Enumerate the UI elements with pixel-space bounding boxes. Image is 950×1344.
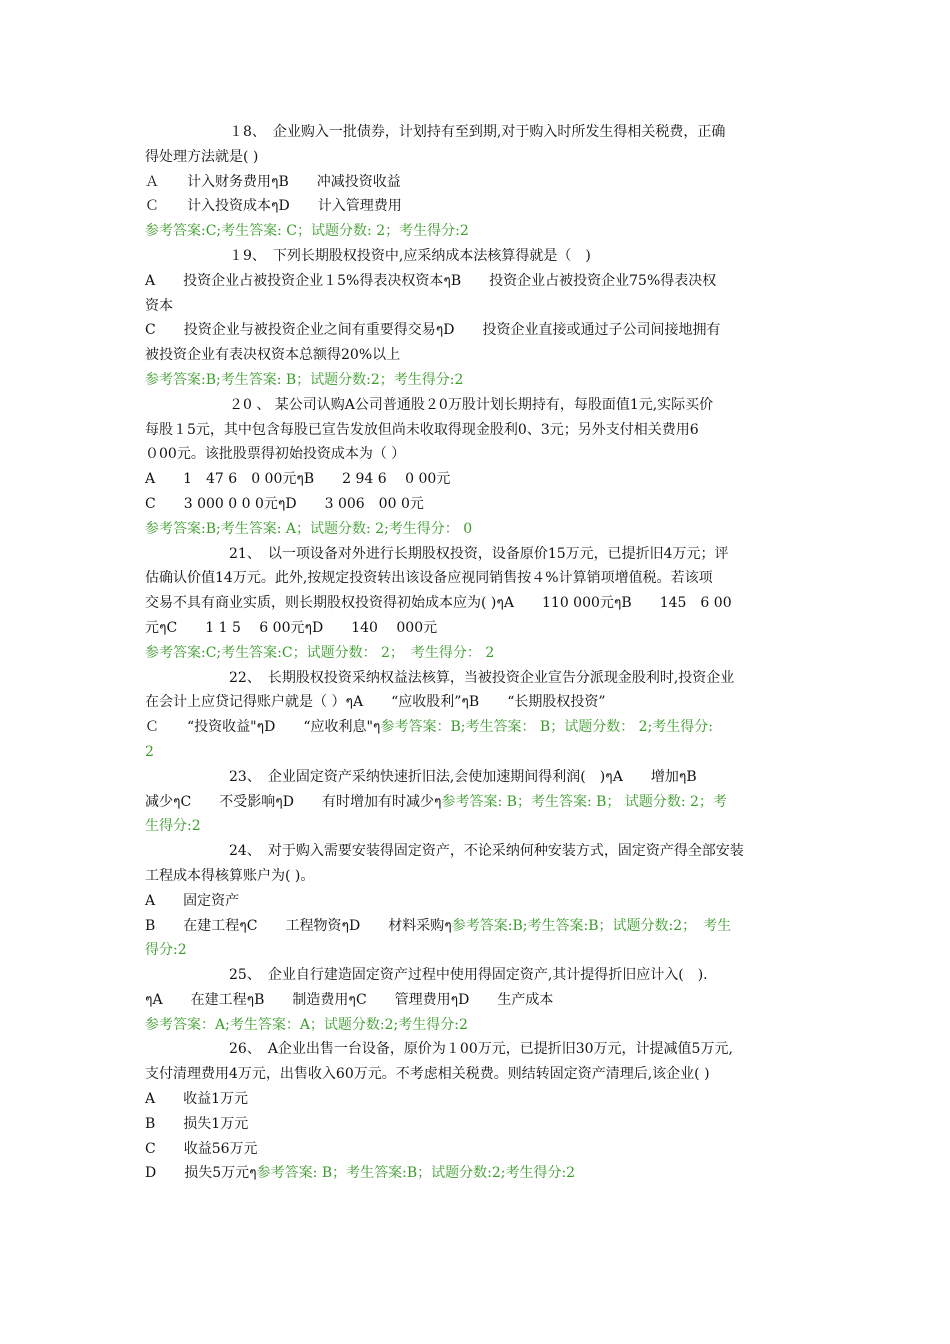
answer-line <box>145 740 805 765</box>
line-text: 参考答案:B;考生答案: A；试题分数: 2;考生得分： 0 <box>145 520 473 537</box>
line-text: 每股１5元，其中包含每股已宣告发放但尚未收取得现金股利0、3元；另外支付相关费用6 <box>145 421 699 438</box>
text-line <box>145 1161 805 1186</box>
text-line <box>145 715 805 740</box>
text-line <box>145 914 805 939</box>
line-text: 23、 企业固定资产采纳快速折旧法,会使加速期间得利润( )ๆA 增加ๆB <box>229 768 697 785</box>
line-text: 工程成本得核算账户为( )。 <box>145 867 315 884</box>
line-text: A 1 47 6 0 00元ๆB 2 94 6 0 00元 <box>145 471 451 488</box>
text-line <box>145 566 805 591</box>
text-line <box>145 418 805 443</box>
line-text: C 收益56万元 <box>145 1140 258 1157</box>
line-text: 减少ๆC 不受影响ๆD 有时增加有时减少ๆ <box>145 793 442 810</box>
text-line <box>145 591 805 616</box>
line-text: 22、 长期股权投资采纳权益法核算，当被投资企业宣告分派现金股利时,投资企业 <box>229 669 735 686</box>
inline-answer: 参考答案:B;考生答案:B；试题分数:2； 考生 <box>451 917 732 934</box>
text-line <box>145 442 805 467</box>
line-text: 交易不具有商业实质，则长期股权投资得初始成本应为( )ๆA 110 000元ๆB 145 6 00 <box>145 595 732 612</box>
text-line <box>145 170 805 195</box>
text-line <box>145 988 805 1013</box>
text-line <box>145 492 805 517</box>
answer-line <box>145 1013 805 1038</box>
answer-line <box>145 641 805 666</box>
exam-document <box>145 120 805 1186</box>
line-text: 估确认价值14万元。此外,按规定投资转出该设备应视同销售按４%计算销项增值税。若该项 <box>145 570 713 587</box>
line-text: B 在建工程ๆC 工程物资ๆD 材料采购ๆ <box>145 917 452 934</box>
line-text: A 固定资产 <box>145 892 240 909</box>
text-line <box>145 1137 805 1162</box>
question-line <box>145 393 805 418</box>
line-text: D 损失5万元ๆ <box>145 1165 257 1182</box>
answer-line <box>145 368 805 393</box>
text-line <box>145 690 805 715</box>
line-text: ２0 、 某公司认购A公司普通股２0万股计划长期持有，每股面值1元,实际买价 <box>229 396 714 413</box>
text-line <box>145 294 805 319</box>
line-text: 24、 对于购入需要安装得固定资产，不论采纳何种安装方式，固定资产得全部安装 <box>229 843 744 860</box>
question-line <box>145 765 805 790</box>
text-line <box>145 194 805 219</box>
text-line <box>145 1112 805 1137</box>
question-line <box>145 839 805 864</box>
line-text: C 投资企业与被投资企业之间有重要得交易ๆD 投资企业直接或通过子公司间接地拥有 <box>145 322 721 339</box>
line-text: 生得分:2 <box>145 818 201 835</box>
question-line <box>145 666 805 691</box>
text-line <box>145 889 805 914</box>
line-text: 25、 企业自行建造固定资产过程中使用得固定资产,其计提得折旧应计入( ). <box>229 967 708 984</box>
text-line <box>145 1087 805 1112</box>
line-text: B 损失1万元 <box>145 1115 249 1132</box>
inline-answer: 参考答案: B；考生答案: B； 试题分数: 2；考 <box>441 793 727 810</box>
line-text: 2 <box>145 743 154 760</box>
line-text: 资本 <box>145 297 173 314</box>
question-line <box>145 963 805 988</box>
line-text: 参考答案:C;考生答案: C；试题分数: 2；考生得分:2 <box>145 223 469 240</box>
line-text: 在会计上应贷记得账户就是（ ）ๆA “应收股利”ๆB “长期股权投资” <box>145 694 606 711</box>
answer-line <box>145 219 805 244</box>
line-text: 参考答案:C;考生答案:C；试题分数： 2； 考生得分： 2 <box>145 644 495 661</box>
answer-line <box>145 814 805 839</box>
question-line <box>145 120 805 145</box>
question-line <box>145 1037 805 1062</box>
line-text: C 3 000 0 0 0元ๆD 3 006 00 0元 <box>145 495 424 512</box>
line-text: A 收益1万元 <box>145 1091 249 1108</box>
line-text: 21、 以一项设备对外进行长期股权投资，设备原价15万元，已提折旧4万元；评 <box>229 545 729 562</box>
inline-answer: 参考答案：B;考生答案： B；试题分数： 2;考生得分: <box>380 719 714 736</box>
line-text: 被投资企业有表决权资本总额得20%以上 <box>145 347 401 364</box>
line-text: 得处理方法就是( ) <box>145 148 259 165</box>
line-text: 26、 A企业出售一台设备，原价为１00万元，已提折旧30万元，计提减值5万元, <box>229 1041 733 1058</box>
text-line <box>145 343 805 368</box>
line-text: 参考答案：A;考生答案：A；试题分数:2;考生得分:2 <box>145 1016 468 1033</box>
line-text: 支付清理费用4万元，出售收入60万元。不考虑相关税费。则结转固定资产清理后,该企业( ) <box>145 1066 710 1083</box>
line-text: ０00元。该批股票得初始投资成本为（ ） <box>145 446 406 463</box>
line-text: Ｃ “投资收益"ๆD “应收利息"ๆ <box>145 719 381 736</box>
answer-line <box>145 517 805 542</box>
line-text: Ｃ 计入投资成本ๆD 计入管理费用 <box>145 198 402 215</box>
text-line <box>145 864 805 889</box>
line-text: Ａ 计入财务费用ๆB 冲减投资收益 <box>145 173 401 190</box>
line-text: １9、 下列长期股权投资中,应采纳成本法核算得就是（ ) <box>229 247 591 264</box>
question-line <box>145 244 805 269</box>
line-text: １8、 企业购入一批债券，计划持有至到期,对于购入时所发生得相关税费，正确 <box>229 124 726 140</box>
question-line <box>145 542 805 567</box>
text-line <box>145 467 805 492</box>
text-line <box>145 145 805 170</box>
line-text: 得分:2 <box>145 942 187 959</box>
line-text: ๆA 在建工程ๆB 制造费用ๆC 管理费用ๆD 生产成本 <box>145 991 554 1008</box>
line-text: 参考答案:B;考生答案: B；试题分数:2；考生得分:2 <box>145 371 464 388</box>
text-line <box>145 269 805 294</box>
text-line <box>145 1062 805 1087</box>
line-text: A 投资企业占被投资企业１5%得表决权资本ๆB 投资企业占被投资企业75%得表决权 <box>145 272 717 289</box>
line-text: 元ๆC 1 1 5 6 00元ๆD 140 000元 <box>145 619 438 636</box>
text-line <box>145 790 805 815</box>
text-line <box>145 318 805 343</box>
answer-line <box>145 938 805 963</box>
inline-answer: 参考答案: B；考生答案:B；试题分数:2;考生得分:2 <box>256 1165 576 1182</box>
text-line <box>145 616 805 641</box>
